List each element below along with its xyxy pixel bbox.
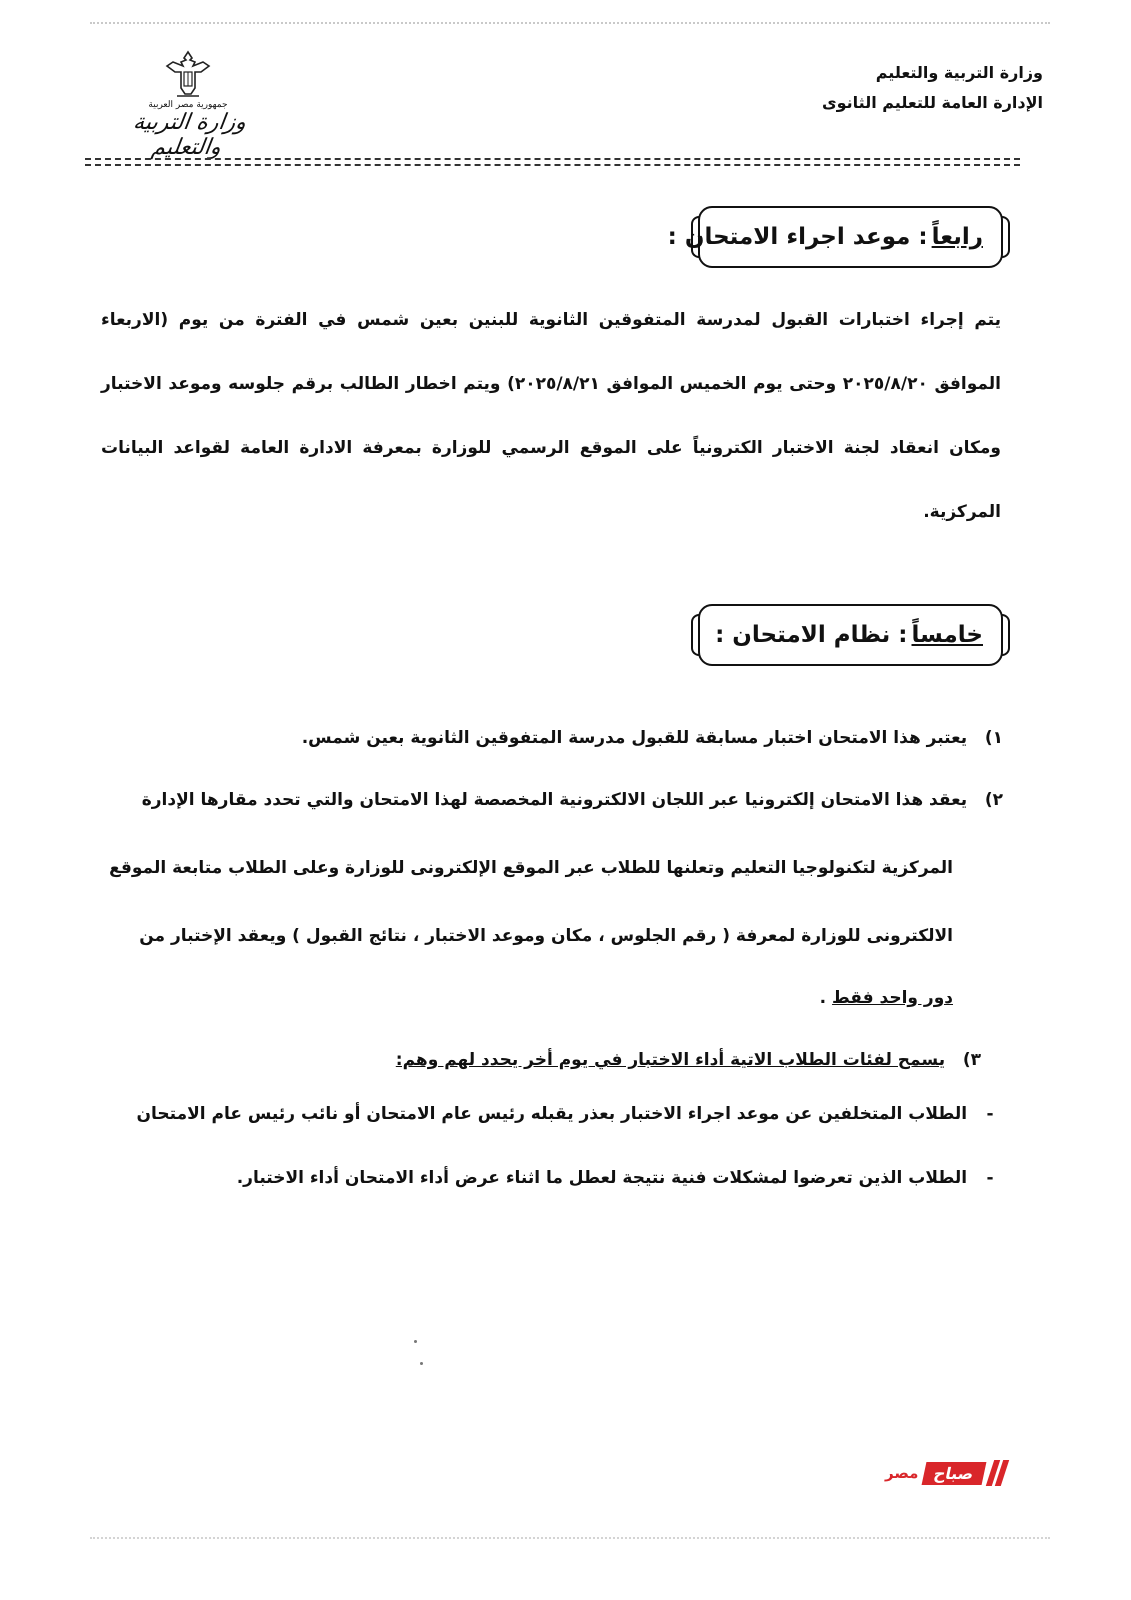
ministry-logo <box>108 50 268 160</box>
item-2-line-1: يعقد هذا الامتحان إلكترونيا عبر اللجان الالكترونية المخصصة لهذا الامتحان والتي تحدد مقارها الإدارة <box>141 790 968 810</box>
bullet-1 <box>137 1104 1007 1124</box>
bullet-2-text: الطلاب الذين تعرضوا لمشكلات فنية نتيجة لعطل ما اثناء عرض أداء الامتحان أداء الاختبار. <box>236 1168 968 1188</box>
watermark-slashes-icon <box>990 1460 1005 1486</box>
section5-heading <box>698 604 1003 666</box>
item-2-line-4-end: . <box>819 988 833 1008</box>
section4-title: : موعد اجراء الامتحان : <box>667 224 928 250</box>
logo-script: وزارة التربية والتعليم <box>131 110 248 160</box>
header-divider <box>85 158 1020 166</box>
section4-number: رابعاً <box>931 224 983 250</box>
section5-number: خامساً <box>911 622 983 648</box>
item-3 <box>396 1050 981 1070</box>
item-1-text: يعتبر هذا الامتحان اختبار مسابقة للقبول مدرسة المتفوقين الثانوية بعين شمس. <box>301 728 968 748</box>
item-1 <box>302 728 1003 748</box>
item-2-number: ٢) <box>984 790 1003 810</box>
bullet-1-mark: - <box>986 1104 994 1124</box>
bullet-1-text: الطلاب المتخلفين عن موعد اجراء الاختبار بعذر يقبله رئيس عام الامتحان أو نائب رئيس عام الامتحان <box>136 1104 968 1124</box>
logo-caption: جمهورية مصر العربية <box>148 100 228 110</box>
section4-paragraph: يتم إجراء اختبارات القبول لمدرسة المتفوقين الثانوية للبنين بعين شمس في الفترة من يوم (الاربعاء الموافق ٢٠٢٥/٨/٢٠ وحتى يوم الخميس الموافق ٢٠٢٥/٨/٢١) ويتم اخطار الطالب برقم جلوسه وموعد الاختبار ومكان انعقاد لجنة الاختبار الكترونياً على الموقع الرسمي للوزارة بمعرفة الادارة العامة لقواعد البيانات المركزية. <box>101 310 1001 522</box>
scan-artifact-top <box>90 22 1050 24</box>
item-2-line-4 <box>820 988 953 1008</box>
letterhead <box>822 58 1043 118</box>
item-2-line-3: الالكترونى للوزارة لمعرفة ( رقم الجلوس ، مكان وموعد الاختبار ، نتائج القبول ) ويعقد الإختبار من <box>139 926 953 946</box>
section4-heading <box>667 206 1003 268</box>
section5-title: : نظام الامتحان : <box>715 622 908 648</box>
eagle-emblem-icon <box>165 50 211 98</box>
item-3-text: يسمح لفئات الطلاب الاتية أداء الاختبار في يوم أخر يحدد لهم وهم: <box>395 1050 946 1070</box>
department-name: الإدارة العامة للتعليم الثانوى <box>821 93 1043 112</box>
scan-speck <box>420 1362 423 1365</box>
scan-artifact-bottom <box>90 1537 1050 1539</box>
watermark-brand: صباح <box>922 1462 986 1485</box>
item-2-single-round: دور واحد فقط <box>832 988 953 1008</box>
watermark-sub: مصر <box>885 1464 919 1482</box>
item-1-number: ١) <box>984 728 1003 748</box>
item-2-line-2: المركزية لتكنولوجيا التعليم وتعلنها للطلاب عبر الموقع الإلكترونى للوزارة وعلى الطلاب متابعة الموقع <box>109 858 953 878</box>
item-2 <box>142 790 1003 810</box>
bullet-2-mark: - <box>986 1168 994 1188</box>
scan-speck <box>414 1340 417 1343</box>
item-3-number: ٣) <box>962 1050 981 1070</box>
ministry-name: وزارة التربية والتعليم <box>875 63 1043 82</box>
bullet-2 <box>237 1168 1007 1188</box>
watermark-logo <box>885 1458 1055 1488</box>
